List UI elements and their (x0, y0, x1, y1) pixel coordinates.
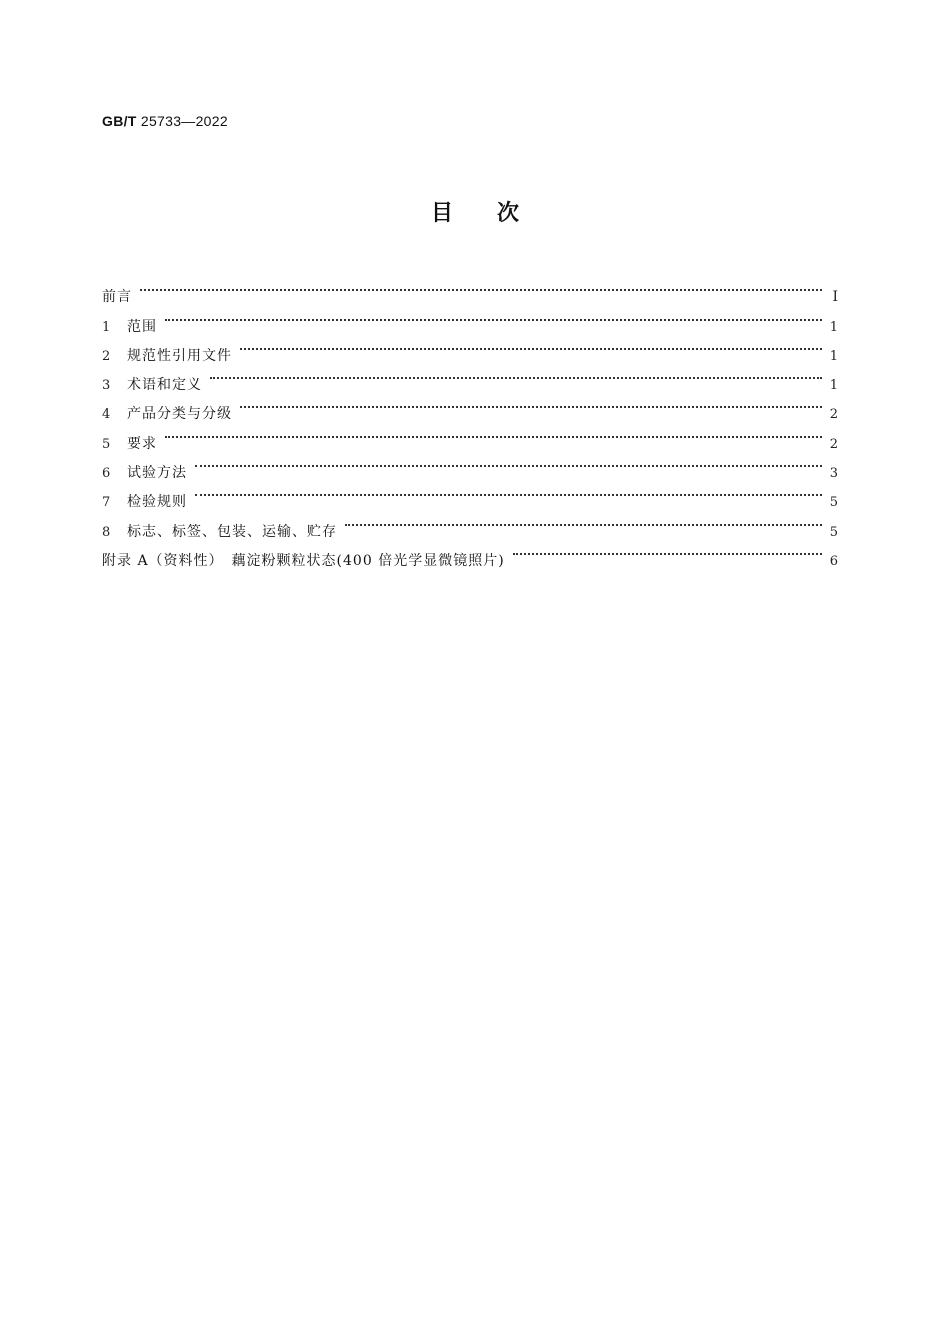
toc-entry-label: 检验规则 (127, 494, 187, 511)
toc-entry-page: Ⅰ (832, 289, 838, 306)
toc-entry-page: 1 (829, 319, 838, 335)
toc-entry-label: 术语和定义 (127, 377, 202, 394)
toc-entry-page: 1 (829, 348, 838, 364)
toc-leader-dots (195, 448, 822, 477)
toc-entry-page: 5 (829, 495, 838, 511)
toc-leader-dots (240, 331, 822, 360)
standard-prefix: GB/T (102, 113, 137, 129)
toc-leader-dots (165, 418, 822, 447)
toc-leader-dots (165, 301, 822, 330)
toc-entry-page: 2 (829, 407, 838, 423)
toc-entry-page: 5 (829, 524, 838, 540)
standard-code (102, 113, 228, 129)
toc-entry-number: 2 (102, 348, 111, 364)
page-title (0, 196, 950, 227)
toc-entry-number: 4 (102, 407, 111, 423)
toc-entry-page: 2 (829, 436, 838, 452)
toc-entry-scope[interactable] (102, 301, 838, 335)
toc-entry-foreword[interactable] (102, 272, 838, 306)
toc-entry-terms-definitions[interactable] (102, 360, 838, 394)
toc-entry-number: 6 (102, 466, 111, 482)
table-of-contents (102, 272, 838, 569)
toc-entry-label: 标志、标签、包装、运输、贮存 (127, 523, 337, 540)
toc-entry-label: 产品分类与分级 (127, 406, 232, 423)
toc-entry-label: 前言 (102, 289, 132, 306)
toc-entry-number: 3 (102, 378, 111, 394)
toc-entry-label: 试验方法 (127, 465, 187, 482)
toc-entry-number: 7 (102, 495, 111, 511)
toc-entry-page: 3 (829, 466, 838, 482)
toc-entry-number: 5 (102, 436, 111, 452)
toc-entry-label: 附录 A（资料性） 藕淀粉颗粒状态(400 倍光学显微镜照片) (102, 552, 505, 569)
toc-entry-label: 规范性引用文件 (127, 347, 232, 364)
toc-entry-requirements[interactable] (102, 418, 838, 452)
toc-entry-classification[interactable] (102, 389, 838, 423)
toc-entry-number: 1 (102, 319, 111, 335)
toc-leader-dots (345, 506, 822, 535)
toc-entry-inspection-rules[interactable] (102, 477, 838, 511)
toc-leader-dots (140, 272, 822, 301)
toc-leader-dots (240, 389, 822, 418)
toc-leader-dots (195, 477, 822, 506)
title-char-2: 次 (497, 201, 520, 226)
standard-number: 25733—2022 (140, 113, 228, 129)
toc-entry-normative-references[interactable] (102, 331, 838, 364)
toc-leader-dots (210, 360, 822, 389)
toc-entry-marking-packaging[interactable] (102, 506, 838, 540)
toc-entry-label: 范围 (127, 318, 157, 335)
toc-entry-label: 要求 (127, 435, 157, 452)
toc-entry-page: 1 (829, 378, 838, 394)
title-char-1: 目 (430, 201, 453, 226)
toc-entry-number: 8 (102, 524, 111, 540)
toc-entry-page: 6 (829, 553, 838, 569)
toc-leader-dots (513, 536, 822, 565)
toc-entry-test-methods[interactable] (102, 448, 838, 482)
